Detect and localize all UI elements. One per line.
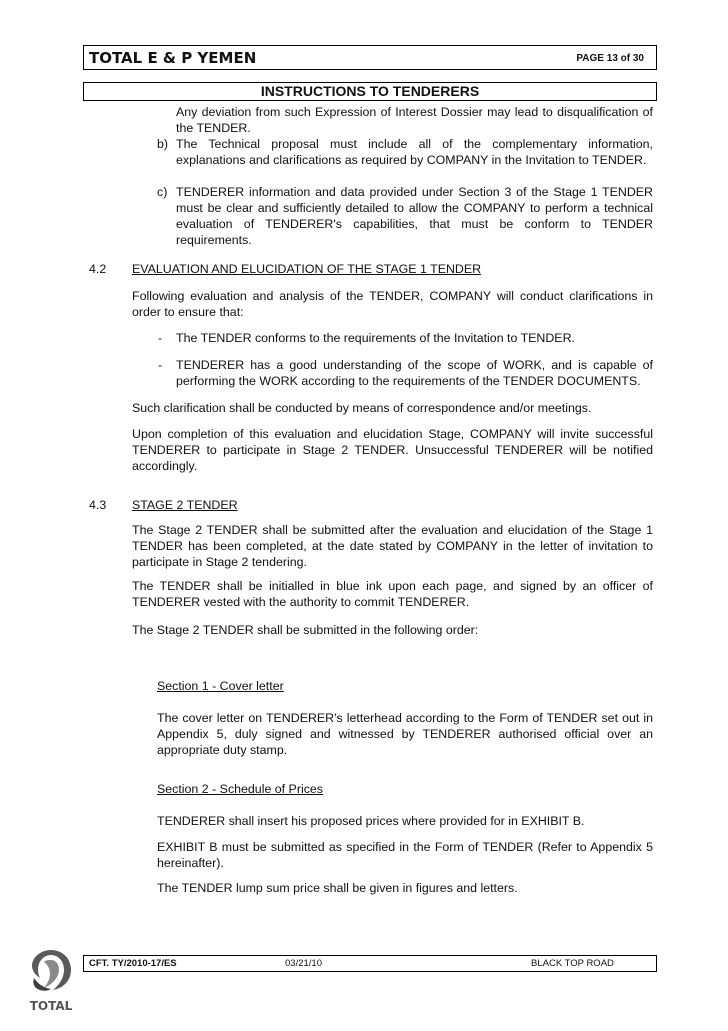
company-name: TOTAL E & P YEMEN	[89, 49, 257, 67]
paragraph: The Stage 2 TENDER shall be submitted in the following order:	[132, 623, 479, 637]
section-heading: STAGE 2 TENDER	[132, 498, 238, 512]
paragraph: Upon completion of this evaluation and elucidation Stage, COMPANY will invite successful TENDERER to participate in Stage 2 TENDER. Unsuccessful TENDERER will be notified accordingly.	[132, 427, 653, 473]
section-number: 4.2	[89, 262, 107, 276]
subsection-heading: Section 2 - Schedule of Prices	[157, 782, 323, 796]
paragraph: The TENDER lump sum price shall be given in figures and letters.	[157, 881, 518, 895]
footer-reference: CFT. TY/2010-17/ES	[89, 958, 177, 969]
page-header	[83, 45, 657, 70]
paragraph: TENDERER shall insert his proposed prices where provided for in EXHIBIT B.	[157, 814, 585, 828]
list-item: TENDERER has a good understanding of the scope of WORK, and is capable of performing the WORK according to the requirements of the TENDER DOCUMENTS.	[176, 358, 653, 388]
page-footer	[83, 955, 657, 972]
subsection-heading: Section 1 - Cover letter	[157, 679, 284, 693]
bullet-marker: -	[158, 331, 163, 345]
paragraph: Such clarification shall be conducted by means of correspondence and/or meetings.	[132, 401, 592, 415]
total-logo-icon	[26, 946, 76, 1014]
footer-date: 03/21/10	[285, 958, 322, 969]
list-item: The TENDER conforms to the requirements of the Invitation to TENDER.	[176, 331, 575, 345]
section-heading: EVALUATION AND ELUCIDATION OF THE STAGE 1 TENDER	[132, 262, 482, 276]
paragraph: EXHIBIT B must be submitted as specified in the Form of TENDER (Refer to Appendix 5 hereinafter).	[157, 840, 653, 870]
paragraph: The cover letter on TENDERER's letterhead according to the Form of TENDER set out in Appendix 5, duly signed and witnessed by TENDERER authorised official over an appropriate duty stamp.	[157, 711, 653, 757]
section-title: INSTRUCTIONS TO TENDERERS	[83, 82, 657, 101]
list-item: TENDERER information and data provided under Section 3 of the Stage 1 TENDER must be clear and sufficiently detailed to allow the COMPANY to perform a technical evaluation of TENDERER's capabilities, that must be conform to TENDER requirements.	[176, 185, 653, 247]
logo-wordmark: TOTAL	[29, 999, 73, 1013]
section-number: 4.3	[89, 498, 107, 512]
list-item: The Technical proposal must include all of the complementary information, explanations and clarifications as required by COMPANY in the Invitation to TENDER.	[176, 137, 653, 167]
paragraph: The TENDER shall be initialled in blue ink upon each page, and signed by an officer of TENDERER vested with the authority to commit TENDERER.	[132, 579, 653, 609]
list-marker: b)	[157, 137, 169, 151]
paragraph: Following evaluation and analysis of the TENDER, COMPANY will conduct clarifications in order to ensure that:	[132, 289, 653, 319]
intro-continuation: Any deviation from such Expression of Interest Dossier may lead to disqualification of the TENDER.	[176, 105, 653, 135]
footer-project: BLACK TOP ROAD	[531, 958, 614, 969]
list-marker: c)	[157, 185, 168, 199]
page-number: PAGE 13 of 30	[576, 53, 644, 64]
bullet-marker: -	[158, 358, 163, 372]
paragraph: The Stage 2 TENDER shall be submitted after the evaluation and elucidation of the Stage 1 TENDER has been completed, at the date stated by COMPANY in the letter of invitation to participate in Stage 2 tendering.	[132, 523, 653, 569]
